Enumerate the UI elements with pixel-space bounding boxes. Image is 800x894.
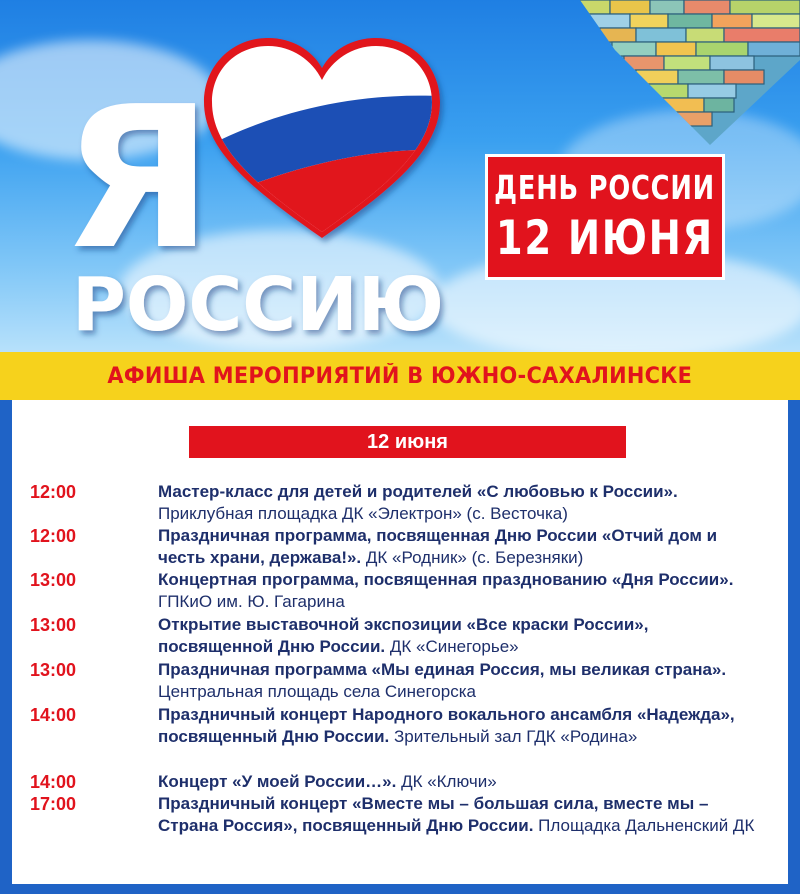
event-title: Концертная программа, посвященная празднованию «Дня России».	[158, 570, 734, 589]
logo-word: РОССИЮ	[72, 262, 444, 348]
event-place: Приклубная площадка ДК «Электрон» (с. Весточка)	[158, 504, 568, 523]
event-time: 12:00	[30, 526, 77, 546]
event-title: Концерт «У моей России…».	[158, 772, 397, 791]
event-time: 14:00	[30, 705, 77, 725]
event-place: ДК «Родник» (с. Березняки)	[365, 548, 584, 567]
event-time: 12:00	[30, 482, 77, 502]
logo-letter: Я	[62, 65, 213, 293]
event-description	[158, 793, 758, 837]
badge-date: 12 ИЮНЯ	[496, 211, 714, 266]
event-description	[158, 525, 758, 569]
event-description	[158, 614, 758, 658]
events-banner-title: АФИША МЕРОПРИЯТИЙ В ЮЖНО-САХАЛИНСКЕ	[107, 363, 693, 389]
date-badge	[485, 154, 725, 280]
event-time: 17:00	[30, 794, 77, 814]
event-description	[158, 569, 758, 613]
event-place: Центральная площадь села Синегорска	[158, 682, 476, 701]
event-time: 13:00	[30, 570, 77, 590]
badge-title: ДЕНЬ РОССИИ	[494, 168, 716, 207]
event-description	[158, 704, 758, 748]
hero-banner	[0, 0, 800, 352]
event-description	[158, 771, 758, 793]
event-place: ГПКиО им. Ю. Гагарина	[158, 592, 345, 611]
events-banner	[0, 352, 800, 400]
event-description	[158, 481, 758, 525]
event-title: Праздничный концерт «Вместе мы – большая сила, вместе мы – Страна Россия», посвященный Дню России.	[158, 794, 709, 835]
event-time: 13:00	[30, 660, 77, 680]
schedule-card	[12, 400, 788, 884]
event-title: Открытие выставочной экспозиции «Все краски России», посвященной Дню России.	[158, 615, 649, 656]
event-title: Праздничная программа «Мы единая Россия, мы великая страна».	[158, 660, 727, 679]
event-title: Мастер-класс для детей и родителей «С любовью к России».	[158, 482, 678, 501]
event-place: ДК «Ключи»	[401, 772, 497, 791]
event-title: Праздничный концерт Народного вокального ансамбля «Надежда», посвященный Дню России.	[158, 705, 735, 746]
event-time: 13:00	[30, 615, 77, 635]
event-place: Площадка Дальненский ДК	[538, 816, 755, 835]
event-title: Праздничная программа, посвященная Дню России «Отчий дом и честь храни, держава!».	[158, 526, 718, 567]
event-time: 14:00	[30, 772, 77, 792]
event-place: ДК «Синегорье»	[389, 637, 519, 656]
event-place: Зрительный зал ГДК «Родина»	[394, 727, 638, 746]
schedule-date: 12 июня	[189, 426, 626, 458]
event-description	[158, 659, 758, 703]
